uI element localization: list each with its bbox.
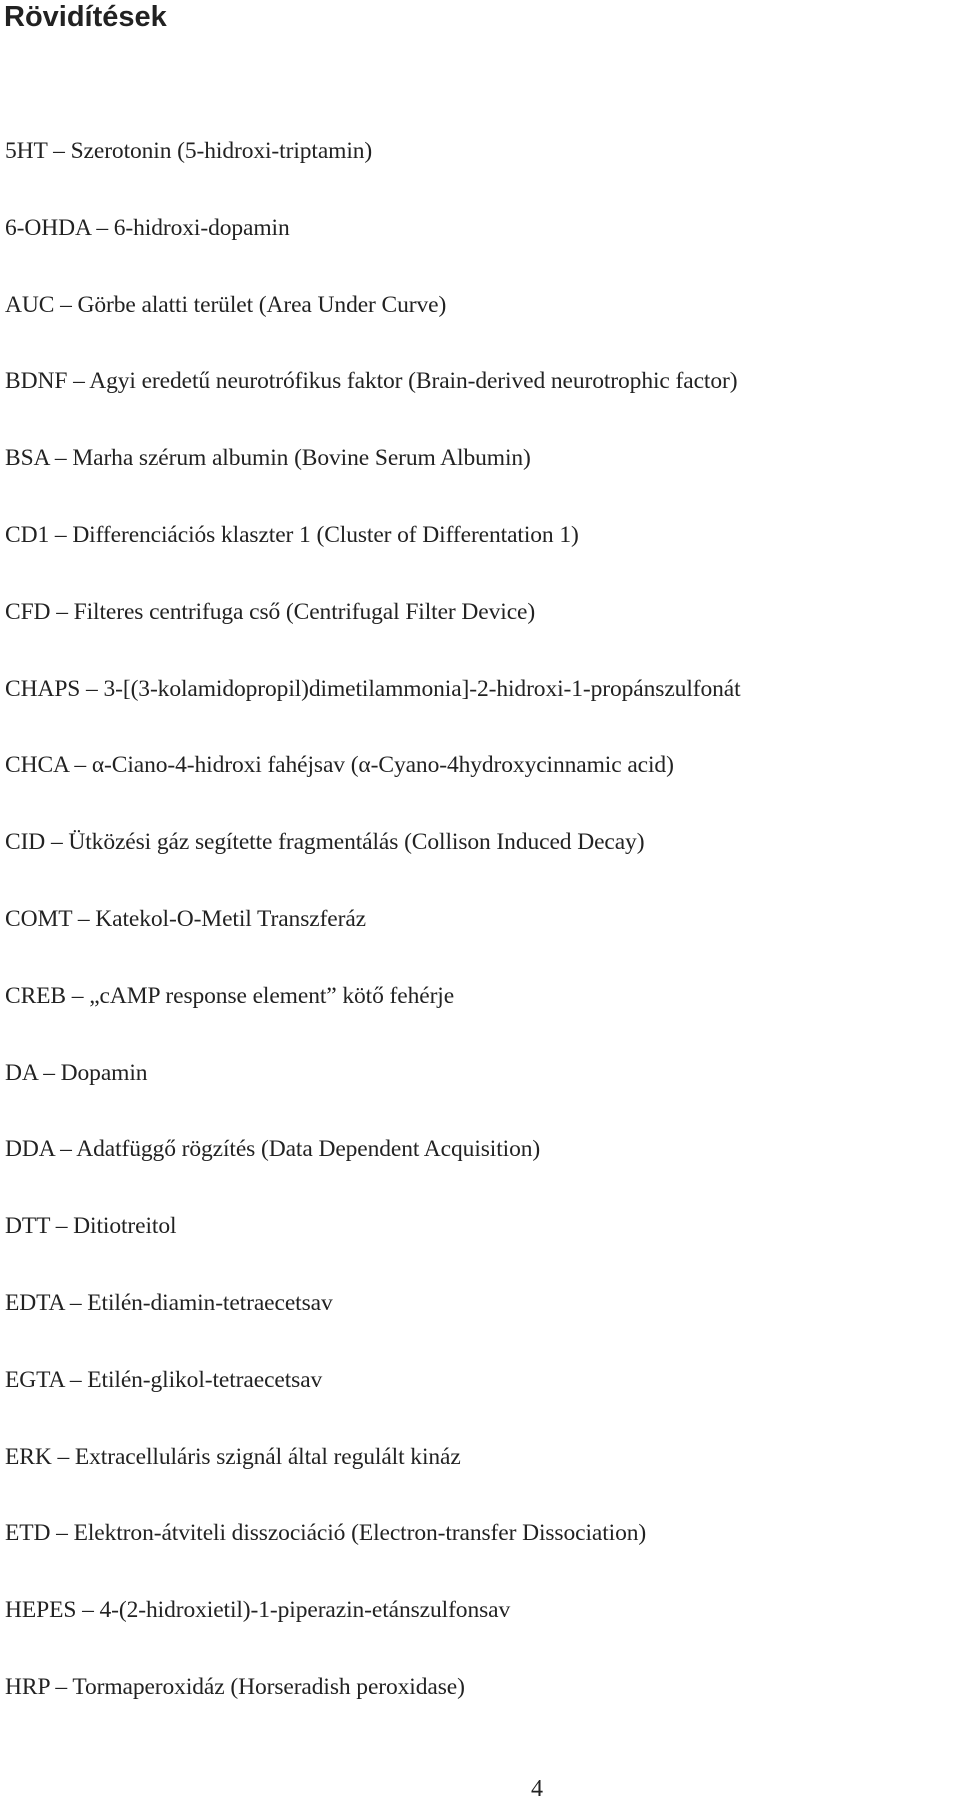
em-dash-separator: –: [49, 521, 73, 548]
abbreviation-term: CD1: [5, 521, 50, 548]
abbreviation-item: [5, 443, 741, 520]
abbreviation-term: 6-OHDA: [5, 214, 91, 241]
em-dash-separator: –: [76, 1597, 100, 1624]
abbreviation-term: ERK: [5, 1443, 52, 1470]
em-dash-separator: –: [50, 1520, 74, 1547]
em-dash-separator: –: [49, 1673, 73, 1700]
em-dash-separator: –: [64, 1289, 88, 1316]
abbreviation-item: [5, 1672, 741, 1749]
em-dash-separator: –: [65, 982, 90, 1009]
abbreviation-description: Etilén-diamin-tetraecetsav: [87, 1289, 333, 1316]
abbreviation-term: BSA: [5, 445, 50, 472]
em-dash-separator: –: [80, 675, 104, 702]
abbreviation-term: DA: [5, 1059, 38, 1086]
abbreviation-term: 5HT: [5, 138, 48, 164]
abbreviation-description: Adatfüggő rögzítés (Data Dependent Acquisition): [76, 1136, 541, 1163]
abbreviation-term: DDA: [5, 1136, 55, 1163]
em-dash-separator: –: [47, 138, 71, 164]
abbreviation-description: Filteres centrifuga cső (Centrifugal Filter Device): [73, 598, 536, 625]
abbreviation-item: [5, 674, 741, 751]
em-dash-separator: –: [49, 1213, 74, 1240]
abbreviation-description: Tormaperoxidáz (Horseradish peroxidase): [72, 1673, 465, 1700]
abbreviation-description: 3-[(3-kolamidopropil)dimetilammonia]-2-hidroxi-1-propánszulfonát: [103, 675, 741, 702]
abbreviation-description: 4-(2-hidroxietil)-1-piperazin-etánszulfonsav: [99, 1597, 511, 1624]
abbreviation-item: [5, 1134, 741, 1211]
abbreviation-description: Elektron-átviteli disszociáció (Electron-transfer Dissociation): [73, 1520, 647, 1547]
abbreviation-term: HRP: [5, 1673, 50, 1700]
abbreviation-item: [5, 1442, 741, 1519]
em-dash-separator: –: [68, 752, 92, 779]
page-title: Rövidítések: [4, 1, 167, 33]
abbreviation-term: CFD: [5, 598, 51, 625]
abbreviation-term: COMT: [5, 905, 73, 932]
abbreviation-item: [5, 1058, 741, 1135]
abbreviation-description: Ütközési gáz segítette fragmentálás (Collison Induced Decay): [68, 829, 645, 856]
em-dash-separator: –: [54, 1136, 77, 1163]
abbreviation-item: [5, 290, 741, 367]
abbreviation-term: DTT: [5, 1213, 50, 1240]
abbreviation-item: [5, 213, 741, 290]
abbreviation-term: CID: [5, 829, 46, 856]
abbreviation-description: Dopamin: [60, 1059, 148, 1086]
abbreviation-item: [5, 1365, 741, 1442]
em-dash-separator: –: [50, 598, 74, 625]
abbreviation-description: Differenciációs klaszter 1 (Cluster of Differentation 1): [72, 521, 579, 548]
abbreviation-item: [5, 1518, 741, 1595]
abbreviation-term: HEPES: [5, 1597, 77, 1624]
abbreviation-description: Görbe alatti terület (Area Under Curve): [77, 291, 447, 318]
abbreviation-description: Marha szérum albumin (Bovine Serum Albumin): [72, 445, 531, 472]
abbreviation-description: Katekol-O-Metil Transzferáz: [95, 905, 367, 932]
abbreviation-item: [5, 1211, 741, 1288]
abbreviation-item: [5, 136, 741, 213]
abbreviation-term: EDTA: [5, 1289, 65, 1316]
em-dash-separator: –: [37, 1059, 61, 1086]
em-dash-separator: –: [90, 214, 114, 241]
em-dash-separator: –: [45, 829, 69, 856]
em-dash-separator: –: [67, 368, 90, 395]
abbreviation-term: CHCA: [5, 752, 69, 779]
abbreviation-list: [5, 136, 741, 1749]
abbreviation-term: ETD: [5, 1520, 51, 1547]
abbreviation-term: CREB: [5, 982, 66, 1009]
abbreviation-term: CHAPS: [5, 675, 81, 702]
abbreviation-item: [5, 981, 741, 1058]
abbreviation-description: Extracelluláris szignál által regulált kináz: [74, 1443, 461, 1470]
abbreviation-item: [5, 750, 741, 827]
em-dash-separator: –: [51, 1443, 75, 1470]
abbreviation-description: Ditiotreitol: [73, 1213, 177, 1240]
em-dash-separator: –: [49, 445, 73, 472]
abbreviation-description: Agyi eredetű neurotrófikus faktor (Brain-derived neurotrophic factor): [89, 368, 738, 395]
em-dash-separator: –: [54, 291, 78, 318]
abbreviation-item: [5, 1595, 741, 1672]
abbreviation-term: BDNF: [5, 368, 68, 395]
abbreviation-description: Etilén-glikol-tetraecetsav: [87, 1366, 323, 1393]
page-number: 4: [531, 1776, 543, 1802]
em-dash-separator: –: [64, 1366, 88, 1393]
abbreviation-term: EGTA: [5, 1366, 65, 1393]
abbreviation-item: [5, 597, 741, 674]
abbreviation-description: 6-hidroxi-dopamin: [113, 214, 290, 241]
abbreviation-item: [5, 520, 741, 597]
abbreviation-item: [5, 904, 741, 981]
abbreviation-description: „cAMP response element” kötő fehérje: [89, 982, 455, 1009]
abbreviation-term: AUC: [5, 291, 55, 318]
abbreviation-description: Szerotonin (5-hidroxi-triptamin): [70, 138, 373, 164]
abbreviation-item: [5, 366, 741, 443]
abbreviation-item: [5, 827, 741, 904]
abbreviation-item: [5, 1288, 741, 1365]
abbreviation-description: α-Ciano-4-hidroxi fahéjsav (α-Cyano-4hydroxycinnamic acid): [91, 752, 674, 779]
em-dash-separator: –: [72, 905, 96, 932]
